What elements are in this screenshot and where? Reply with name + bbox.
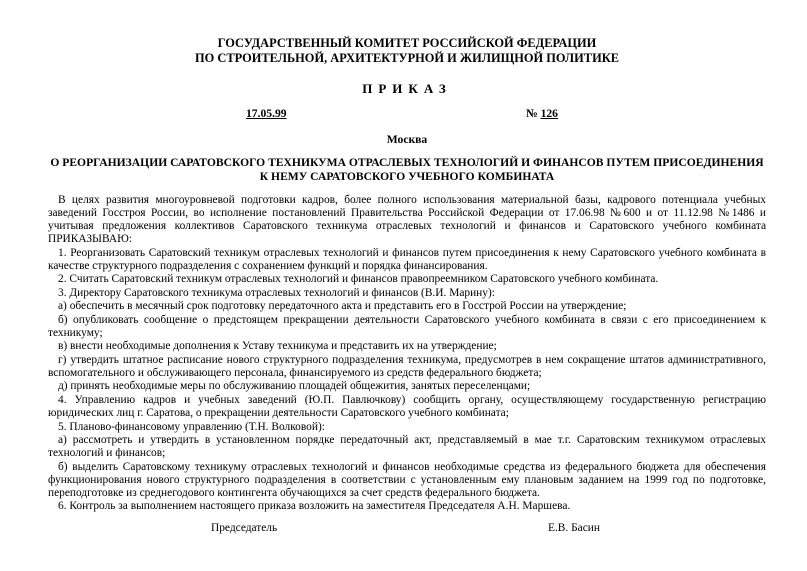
document-number xyxy=(526,107,558,120)
paragraph-item-3e: д) принять необходимые меры по обслуживанию площадей общежития, занятых переселенцами; xyxy=(58,380,531,393)
organization-line-1: ГОСУДАРСТВЕННЫЙ КОМИТЕТ РОССИЙСКОЙ ФЕДЕРАЦИИ xyxy=(217,36,597,50)
paragraph-preamble: В целях развития многоуровневой подготовки кадров, более полного использования материальной базы, кадрового потенциала учебных заведений Госстроя России, во исполнение постановлений Правительства Российской Федерации от 17.06.98 №600 и от 11.12.98 №1486 и учитывая предложения коллективов Саратовского техникума отраслевых технологий и финансов и Саратовского учебного комбината ПРИКАЗЫВАЮ: xyxy=(48,194,766,246)
organization-header xyxy=(48,36,766,66)
paragraph-item-5a: а) рассмотреть и утвердить в установленном порядке передаточный акт, представляемый в мае т.г. Саратовским техникумом отраслевых технологий и финансов; xyxy=(48,433,766,460)
document-body xyxy=(48,194,766,513)
signature-position: Председатель xyxy=(211,522,278,535)
paragraph-item-5b: б) выделить Саратовскому техникуму отраслевых технологий и финансов необходимые средства из федерального бюджета для обеспечения функционирования нового структурного подразделения в соответствии с установленным ему плановым заданием на 1999 год по подготовке, переподготовке из среднегодового контингента обучающихся за счет средств федерального бюджета. xyxy=(48,460,766,499)
paragraph-item-3d: г) утвердить штатное расписание нового структурного подразделения техникума, предусмотрев в нем сокращение штатов административного, вспомогательного и обслуживающего персонала, финансируемого из средств федерального бюджета; xyxy=(48,353,766,379)
paragraph-item-3a: а) обеспечить в месячный срок подготовку передаточного акта и представить его в Госстрой России на утверждение; xyxy=(58,300,627,313)
document-city: Москва xyxy=(386,133,428,146)
document-page xyxy=(48,36,766,538)
organization-line-2: ПО СТРОИТЕЛЬНОЙ, АРХИТЕКТУРНОЙ И ЖИЛИЩНОЙ ПОЛИТИКЕ xyxy=(195,51,619,65)
signature-name: Е.В. Басин xyxy=(548,522,600,535)
paragraph-item-4: 4. Управлению кадров и учебных заведений (Ю.П. Павлючкову) сообщить органу, осуществляющему государственную регистрацию юридических лиц г. Саратова, о прекращении деятельности Саратовского учебного комбината; xyxy=(48,393,766,420)
document-date: 17.05.99 xyxy=(246,107,287,120)
paragraph-item-1: 1. Реорганизовать Саратовский техникум отраслевых технологий и финансов путем присоединения к нему Саратовского учебного комбината в качестве структурного подразделения с сохранением функций и порядка финансирования. xyxy=(48,246,766,272)
paragraph-item-2: 2. Считать Саратовский техникум отраслевых технологий и финансов правопреемником Саратовского учебного комбината. xyxy=(58,273,659,286)
paragraph-item-3c: в) внести необходимые дополнения к Уставу техникума и представить их на утверждение; xyxy=(58,340,497,353)
document-meta-row xyxy=(48,107,766,123)
document-number-value: 126 xyxy=(540,107,558,120)
signature-block xyxy=(48,522,766,538)
document-type-title: ПРИКАЗ xyxy=(362,81,452,96)
document-number-prefix: № xyxy=(526,107,538,120)
document-subject: О РЕОРГАНИЗАЦИИ САРАТОВСКОГО ТЕХНИКУМА ОТРАСЛЕВЫХ ТЕХНОЛОГИЙ И ФИНАНСОВ ПУТЕМ ПРИСОЕДИНЕНИЯ К НЕМУ САРАТОВСКОГО УЧЕБНОГО КОМБИНАТА xyxy=(50,156,764,183)
paragraph-item-6: 6. Контроль за выполнением настоящего приказа возложить на заместителя Председателя А.Н. Маршева. xyxy=(58,500,571,513)
paragraph-item-5: 5. Планово-финансовому управлению (Т.Н. Волковой): xyxy=(58,420,325,433)
paragraph-item-3: 3. Директору Саратовского техникума отраслевых технологий и финансов (В.И. Марину): xyxy=(58,286,495,299)
paragraph-item-3b: б) опубликовать сообщение о предстоящем прекращении деятельности Саратовского учебного комбината в связи с его присоединением к техникуму; xyxy=(48,313,766,339)
